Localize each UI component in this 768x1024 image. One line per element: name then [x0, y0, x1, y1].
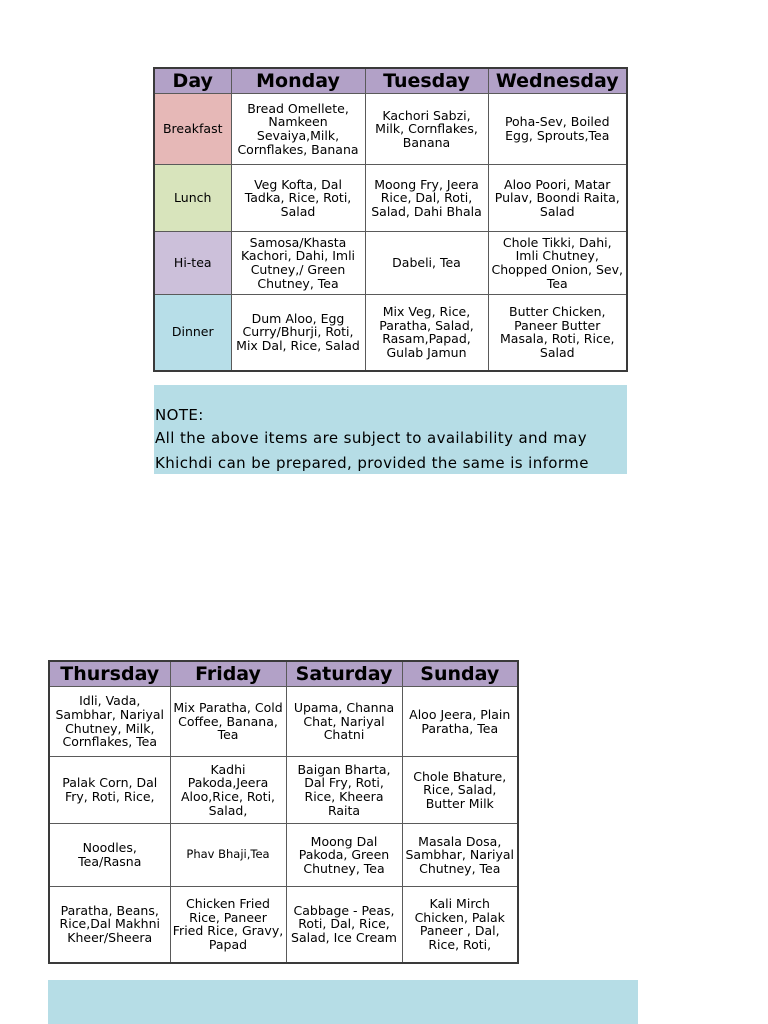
table-row-hitea — [49, 824, 518, 887]
menu-cell: Cabbage - Peas, Roti, Dal, Rice, Salad, Ice Cream — [286, 887, 402, 963]
table-row-breakfast — [154, 94, 627, 165]
note-box — [154, 385, 627, 474]
note-title: NOTE: — [155, 406, 204, 424]
menu-cell: Moong Fry, Jeera Rice, Dal, Roti, Salad, Dahi Bhala — [365, 165, 488, 232]
note-box-bottom — [48, 980, 638, 1024]
menu-cell: Poha-Sev, Boiled Egg, Sprouts,Tea — [488, 94, 627, 165]
header-tuesday: Tuesday — [365, 68, 488, 94]
meal-label-hitea: Hi-tea — [154, 232, 231, 295]
note-line-1: All the above items are subject to availability and may — [155, 429, 587, 447]
meal-label-lunch: Lunch — [154, 165, 231, 232]
menu-cell: Aloo Jeera, Plain Paratha, Tea — [402, 687, 518, 757]
menu-cell: Aloo Poori, Matar Pulav, Boondi Raita, Salad — [488, 165, 627, 232]
table-row-hitea — [154, 232, 627, 295]
menu-cell: Kali Mirch Chicken, Palak Paneer , Dal, Rice, Roti, — [402, 887, 518, 963]
header-friday: Friday — [170, 661, 286, 687]
menu-cell: Bread Omellete, Namkeen Sevaiya,Milk, Cornflakes, Banana — [231, 94, 365, 165]
menu-cell: Idli, Vada, Sambhar, Nariyal Chutney, Milk, Cornflakes, Tea — [49, 687, 170, 757]
table-header-row — [49, 661, 518, 687]
menu-cell: Palak Corn, Dal Fry, Roti, Rice, — [49, 757, 170, 824]
meal-label-dinner: Dinner — [154, 295, 231, 371]
table-row-lunch — [49, 757, 518, 824]
menu-cell: Chole Tikki, Dahi, Imli Chutney, Chopped Onion, Sev, Tea — [488, 232, 627, 295]
menu-cell: Paratha, Beans, Rice,Dal Makhni Kheer/Sheera — [49, 887, 170, 963]
meal-label-breakfast: Breakfast — [154, 94, 231, 165]
header-thursday: Thursday — [49, 661, 170, 687]
menu-cell: Baigan Bharta, Dal Fry, Roti, Rice, Kheera Raita — [286, 757, 402, 824]
menu-cell: Noodles, Tea/Rasna — [49, 824, 170, 887]
menu-cell: Moong Dal Pakoda, Green Chutney, Tea — [286, 824, 402, 887]
menu-cell: Butter Chicken, Paneer Butter Masala, Roti, Rice, Salad — [488, 295, 627, 371]
header-wednesday: Wednesday — [488, 68, 627, 94]
menu-cell: Dabeli, Tea — [365, 232, 488, 295]
header-monday: Monday — [231, 68, 365, 94]
menu-cell: Dum Aloo, Egg Curry/Bhurji, Roti, Mix Dal, Rice, Salad — [231, 295, 365, 371]
menu-cell: Samosa/Khasta Kachori, Dahi, Imli Cutney,/ Green Chutney, Tea — [231, 232, 365, 295]
menu-cell: Mix Veg, Rice, Paratha, Salad, Rasam,Papad, Gulab Jamun — [365, 295, 488, 371]
menu-cell: Chole Bhature, Rice, Salad, Butter Milk — [402, 757, 518, 824]
menu-cell: Upama, Channa Chat, Nariyal Chatni — [286, 687, 402, 757]
header-sunday: Sunday — [402, 661, 518, 687]
menu-cell: Veg Kofta, Dal Tadka, Rice, Roti, Salad — [231, 165, 365, 232]
menu-cell: Kadhi Pakoda,Jeera Aloo,Rice, Roti, Salad, — [170, 757, 286, 824]
header-day: Day — [154, 68, 231, 94]
menu-cell: Chicken Fried Rice, Paneer Fried Rice, Gravy, Papad — [170, 887, 286, 963]
table-row-dinner — [49, 887, 518, 963]
note-line-2: Khichdi can be prepared, provided the same is informe — [155, 454, 589, 472]
menu-cell: Masala Dosa, Sambhar, Nariyal Chutney, Tea — [402, 824, 518, 887]
table-row-dinner — [154, 295, 627, 371]
table-row-breakfast — [49, 687, 518, 757]
table-row-lunch — [154, 165, 627, 232]
menu-cell: Mix Paratha, Cold Coffee, Banana, Tea — [170, 687, 286, 757]
header-saturday: Saturday — [286, 661, 402, 687]
menu-table-thu-sun — [48, 660, 519, 964]
menu-cell: Kachori Sabzi, Milk, Cornflakes, Banana — [365, 94, 488, 165]
menu-table-mon-wed — [153, 67, 628, 372]
table-header-row — [154, 68, 627, 94]
menu-cell: Phav Bhaji,Tea — [170, 824, 286, 887]
